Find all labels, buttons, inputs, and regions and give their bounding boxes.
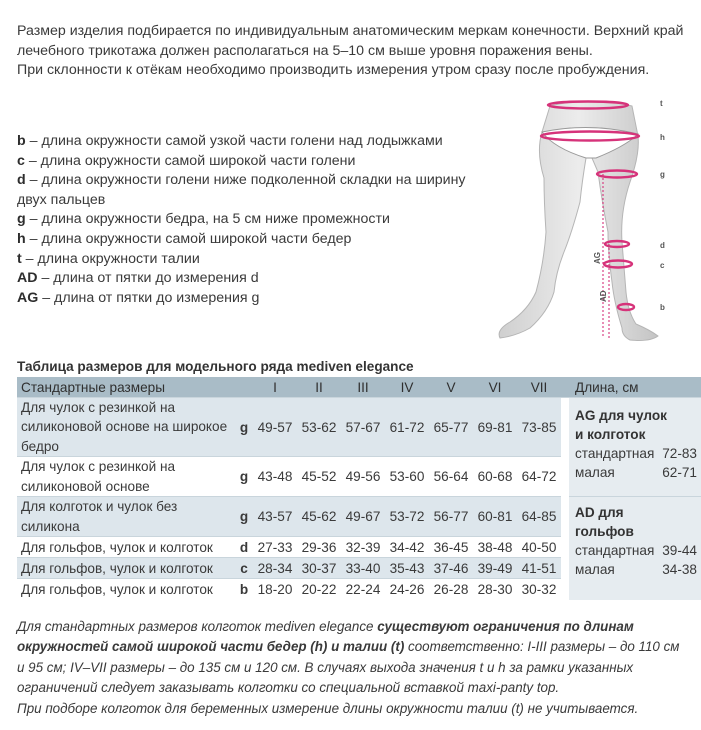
- table-header-row: [17, 377, 701, 398]
- header-size-1: I: [253, 377, 297, 398]
- label-t: t: [660, 99, 663, 108]
- definition-g: g – длина окружности бедра, на 5 см ниже промежности: [17, 211, 390, 228]
- footnote-paragraph-1: Для стандартных размеров колготок mediven elegance существуют ограничения по длинам окружностей самой широкой части бедер (h) и талии (t) соответственно: I-III размеры – до 110 см и 95 см; IV–VII размеры – до 135 см и 120 см. В случаях выхода значения t и h за рамки указанных ограничений следует заказывать колготки со специальной вставкой maxi-panty top.: [17, 619, 680, 696]
- footnote-paragraph-2: При подборе колготок для беременных измерение длины окружности талии (t) не учитывается.: [17, 700, 639, 716]
- label-c: c: [660, 261, 665, 270]
- table-title: Таблица размеров для модельного ряда mediven elegance: [17, 359, 414, 374]
- footnote: [17, 617, 689, 719]
- definition-b: b – длина окружности самой узкой части голени над лодыжками: [17, 133, 443, 149]
- label-b: b: [660, 303, 665, 312]
- definition-c: c – длина окружности самой широкой части голени: [17, 152, 356, 169]
- header-size-6: VI: [473, 377, 517, 398]
- table-row: Для чулок с резинкой на силиконовой основе на широкое бедро g 49-57 53-62 57-67 61-72 65-77 69-81 73-85 AG для чулок и колготок стандартная 72-83 малая 62-71: [17, 398, 701, 457]
- header-size-3: III: [341, 377, 385, 398]
- leg-measurement-figure: [490, 92, 690, 350]
- header-size-5: V: [429, 377, 473, 398]
- measurement-definitions: [17, 132, 497, 308]
- label-ag: AG: [593, 252, 602, 264]
- header-standard-sizes: Стандартные размеры: [17, 377, 253, 398]
- label-d: d: [660, 241, 665, 250]
- length-ag-cell: AG для чулок и колготок стандартная 72-83 малая 62-71: [569, 398, 701, 497]
- definition-t: t – длина окружности талии: [17, 250, 200, 267]
- table-row: Для колготок и чулок без силикона g 43-57 45-62 49-67 53-72 56-77 60-81 64-85 AD для гольфов стандартная 39-44 малая 34-38: [17, 497, 701, 537]
- size-table: [17, 377, 701, 600]
- table-row: Для чулок с резинкой на силиконовой основе g 43-48 45-52 49-56 53-60 56-64 60-68 64-72: [17, 457, 701, 497]
- table-row: Для гольфов, чулок и колготок d 27-33 29-36 32-39 34-42 36-45 38-48 40-50: [17, 537, 701, 558]
- definition-ag: AG – длина от пятки до измерения g: [17, 289, 260, 306]
- header-length: Длина, см: [569, 377, 701, 398]
- label-g: g: [660, 170, 665, 179]
- header-size-7: VII: [517, 377, 561, 398]
- intro-paragraph-1: Размер изделия подбирается по индивидуальным анатомическим меркам конечности. Верхний край лечебного трикотажа должен располагаться на 5–10 см выше уровня поражения вены.: [17, 23, 684, 59]
- length-ad-cell: AD для гольфов стандартная 39-44 малая 34-38: [569, 497, 701, 600]
- label-ad: AD: [599, 290, 608, 302]
- header-size-4: IV: [385, 377, 429, 398]
- intro-paragraph-2: При склонности к отёкам необходимо производить измерения утром сразу после пробуждения.: [17, 62, 650, 79]
- definition-ad: AD – длина от пятки до измерения d: [17, 270, 259, 287]
- intro-text: [17, 22, 687, 81]
- label-h: h: [660, 133, 665, 142]
- definition-h: h – длина окружности самой широкой части бедер: [17, 230, 352, 247]
- definition-d: d – длина окружности голени ниже подколенной складки на ширину двух пальцев: [17, 172, 466, 208]
- header-size-2: II: [297, 377, 341, 398]
- table-row: Для гольфов, чулок и колготок c 28-34 30-37 33-40 35-43 37-46 39-49 41-51: [17, 558, 701, 579]
- table-row: Для гольфов, чулок и колготок b 18-20 20-22 22-24 24-26 26-28 28-30 30-32: [17, 579, 701, 600]
